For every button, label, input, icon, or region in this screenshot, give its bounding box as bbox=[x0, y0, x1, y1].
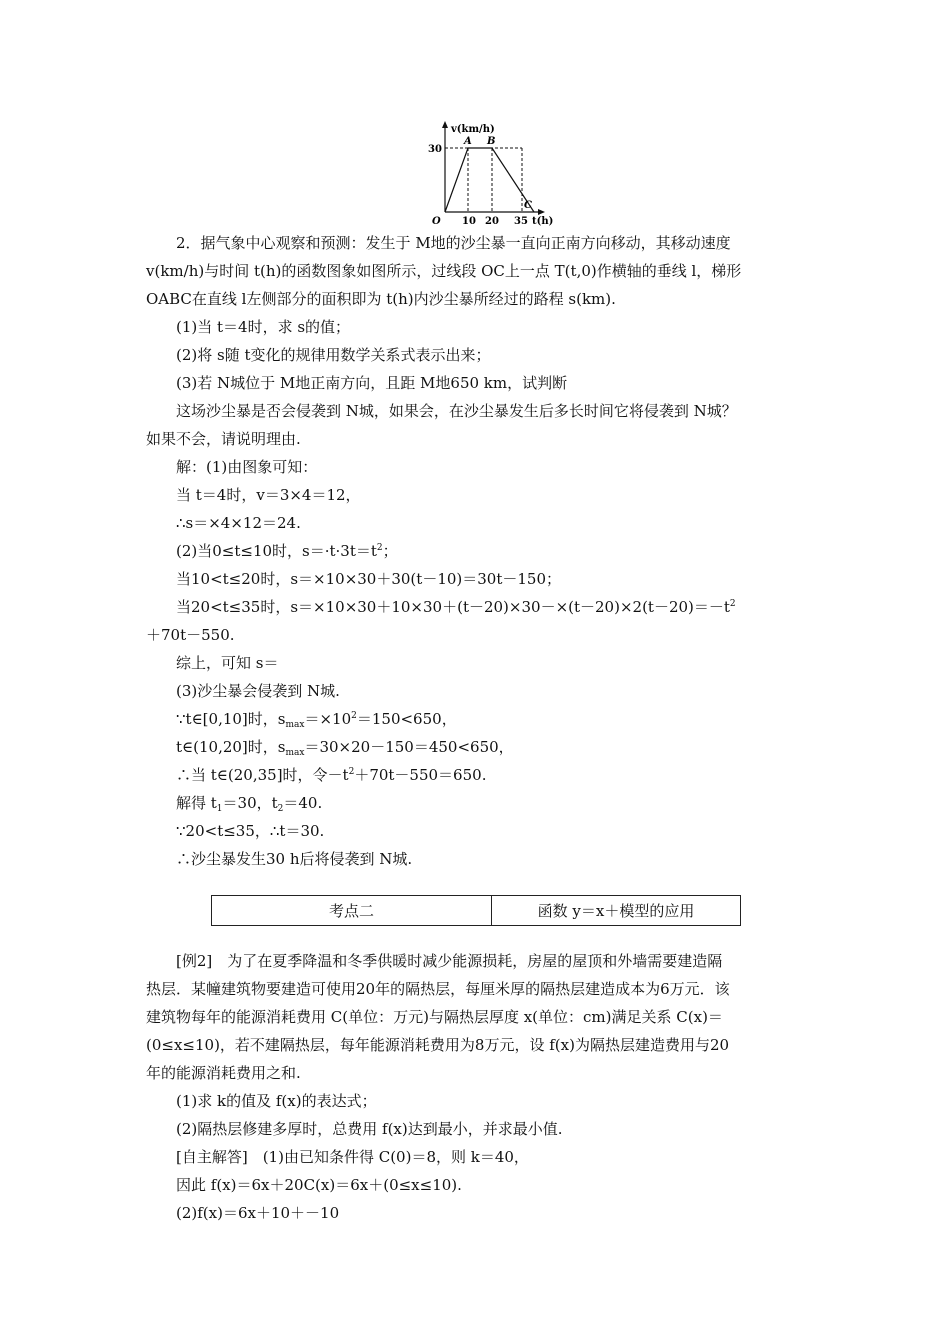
example2-line2: 热层．某幢建筑物要建造可使用20年的隔热层，每厘米厚的隔热层建造成本为6万元．该 bbox=[146, 980, 730, 998]
problem2-line3: OABC在直线 l左侧部分的面积即为 t(h)内沙尘暴所经过的路程 s(km). bbox=[146, 290, 616, 308]
solution-line5: 当10<t≤20时，s＝×10×30＋30(t－10)＝30t－150； bbox=[176, 570, 561, 588]
solution-line6: 当20<t≤35时，$s=\times 10\times 30+10\times 30+(t-20)\times 30-\times(t-20)\times 2(t-20)=-t^2$ bbox=[176, 598, 736, 616]
example2-q2: (2)隔热层修建多厚时，总费用 f(x)达到最小，并求最小值. bbox=[176, 1120, 563, 1138]
example2-answer-line3: (2)f(x)＝6x＋10＋－10 bbox=[176, 1204, 340, 1222]
example2-answer-line2: 因此 f(x)＝6x＋20C(x)＝6x＋(0≤x≤10). bbox=[176, 1176, 462, 1194]
x-axis-label: t(h) bbox=[532, 216, 554, 226]
problem2-q3: (3)若 N城位于 M地正南方向，且距 M地650 km，试判断 bbox=[176, 374, 568, 392]
point-b-label: B bbox=[487, 136, 496, 147]
example2-q1: (1)求 k的值及 f(x)的表达式； bbox=[176, 1092, 377, 1110]
x-tick-20: 20 bbox=[485, 216, 499, 226]
solution-line2: 当 t＝4时，v＝3×4＝12， bbox=[176, 486, 361, 504]
problem2-q3-cont: 这场沙尘暴是否会侵袭到 N城，如果会，在沙尘暴发生后多长时间它将侵袭到 N城？ bbox=[176, 402, 737, 420]
problem2-q2: (2)将 s随 t变化的规律用数学关系式表示出来； bbox=[176, 346, 491, 364]
solution-line13: 解得 $t_1=30$，$t_2=40$. bbox=[176, 794, 323, 814]
solution-line12: ∴当 t∈(20,35]时，令$-t^2+70t-550=650$. bbox=[176, 766, 487, 784]
x-axis-arrow bbox=[538, 209, 545, 215]
example2-line1: [例2] 为了在夏季降温和冬季供暖时减少能源损耗，房屋的屋顶和外墙需要建造隔 bbox=[176, 952, 723, 970]
problem2-q3-cont2: 如果不会，请说明理由. bbox=[146, 430, 301, 448]
origin-label: O bbox=[432, 216, 441, 226]
problem2-line2: v(km/h)与时间 t(h)的函数图象如图所示，过线段 OC上一点 T(t,0)作横轴的垂线 l，梯形 bbox=[146, 262, 742, 280]
y-tick-30: 30 bbox=[428, 144, 442, 155]
example2-line5: 年的能源消耗费用之和. bbox=[146, 1064, 301, 1082]
solution-line9: (3)沙尘暴会侵袭到 N城. bbox=[176, 682, 340, 700]
x-tick-35: 35 bbox=[514, 216, 528, 226]
section-header-left: 考点二 bbox=[212, 896, 492, 925]
x-tick-10: 10 bbox=[462, 216, 476, 226]
problem2-q1: (1)当 t＝4时，求 s的值； bbox=[176, 318, 351, 336]
solution-line1: 解：(1)由图象可知： bbox=[176, 458, 318, 476]
trapezoid-oabc bbox=[445, 148, 534, 212]
solution-line11: t∈(10,20]时，$s_{max}=30\times 20-150=450<650$， bbox=[176, 738, 514, 758]
solution-line14: ∵20<t≤35，∴t＝30. bbox=[176, 822, 325, 840]
velocity-time-graph bbox=[420, 118, 570, 226]
solution-line4: (2)当0≤t≤10时，$s=\cdot t\cdot 3t=t^2$； bbox=[176, 542, 398, 560]
solution-line3: ∴s＝×4×12＝24. bbox=[176, 514, 301, 532]
section-header-table bbox=[211, 895, 741, 926]
y-axis-label: v(km/h) bbox=[451, 124, 495, 135]
point-c-label: C bbox=[524, 200, 532, 211]
solution-line7: ＋70t－550. bbox=[146, 626, 235, 644]
y-axis-arrow bbox=[442, 121, 448, 128]
point-a-label: A bbox=[464, 136, 472, 147]
example2-line4: (0≤x≤10)，若不建隔热层，每年能源消耗费用为8万元，设 f(x)为隔热层建造费用与20 bbox=[146, 1036, 730, 1054]
problem2-line1: 2．据气象中心观察和预测：发生于 M地的沙尘暴一直向正南方向移动，其移动速度 bbox=[176, 234, 731, 252]
solution-line8: 综上，可知 s＝ bbox=[176, 654, 279, 672]
example2-answer-line1: [自主解答] (1)由已知条件得 C(0)＝8，则 k＝40， bbox=[176, 1148, 529, 1166]
section-header-right: 函数 y＝x＋模型的应用 bbox=[537, 902, 695, 920]
solution-line10: ∵t∈[0,10]时，$s_{max}=\times 10^2=150<650$， bbox=[176, 710, 457, 730]
solution-line15: ∴沙尘暴发生30 h后将侵袭到 N城. bbox=[176, 850, 413, 868]
example2-line3: 建筑物每年的能源消耗费用 C(单位：万元)与隔热层厚度 x(单位：cm)满足关系 C(x)＝ bbox=[146, 1008, 723, 1026]
